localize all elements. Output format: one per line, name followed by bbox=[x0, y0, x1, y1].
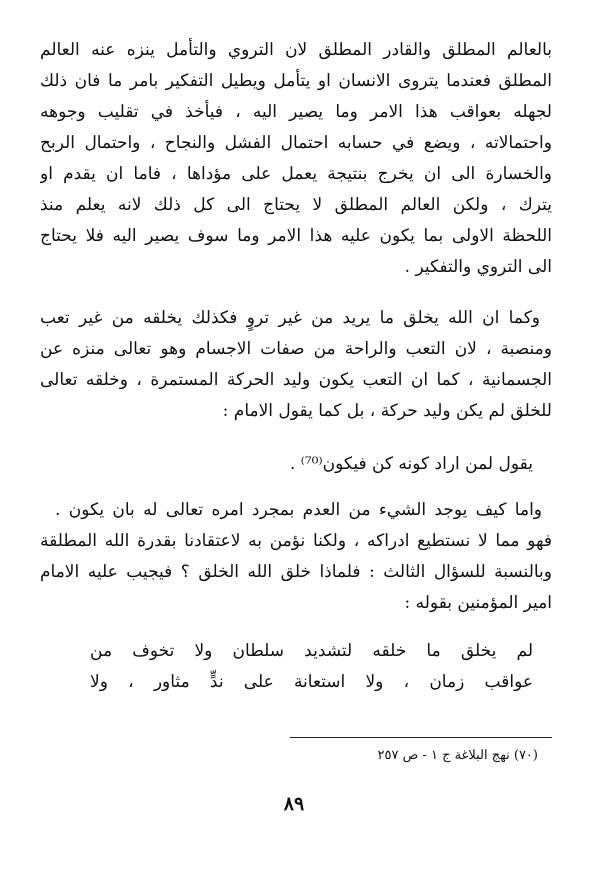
paragraph-1-line-3: لجهله بعواقب هذا الامر وما يصير اليه ، فيأخذ في تقليب وجوهه bbox=[40, 102, 552, 122]
paragraph-3-line-1: واما كيف يوجد الشيء من العدم بمجرد امره تعالى له بان يكون . bbox=[55, 500, 542, 520]
paragraph-3-line-3: وبالنسبة للسؤال الثالث : فلماذا خلق الله الخلق ؟ فيجيب عليه الامام bbox=[40, 562, 552, 582]
quote-2-line-1: لم يخلق ما خلقه لتشديد سلطان ولا تخوف من bbox=[90, 641, 533, 661]
paragraph-1-line-1: بالعالم المطلق والقادر المطلق لان التروي والتأمل ينزه عنه العالم bbox=[40, 40, 552, 60]
page-number: ٨٩ bbox=[283, 793, 305, 815]
paragraph-2-line-4: للخلق لم يكن وليد حركة ، بل كما يقول الامام : bbox=[222, 401, 552, 421]
paragraph-1-line-4: واحتمالاته ، ويضع في حسابه احتمال الفشل والنجاح ، واحتمال الربح bbox=[40, 133, 552, 153]
footnote-divider bbox=[290, 737, 552, 738]
footnote: (٧٠) نهج البلاغة ج ١ - ص ٢٥٧ bbox=[377, 748, 538, 763]
quote-1-line-1: يقول لمن اراد كونه كن فيكون⁽⁷⁰⁾ . bbox=[289, 454, 533, 474]
paragraph-1-line-5: والخسارة الى ان يخرج بنتيجة يعمل على مؤداها ، فاما ان يقدم او bbox=[40, 164, 552, 184]
paragraph-2-line-1: وكما ان الله يخلق ما يريد من غير تروٍ فكذلك يخلقه من غير تعب bbox=[40, 308, 540, 328]
paragraph-1-line-8: الى التروي والتفكير . bbox=[404, 257, 552, 277]
quote-2-line-2: عواقب زمان ، ولا استعانة على ندٍّ مثاور ، ولا bbox=[90, 672, 533, 692]
paragraph-2-line-2: ومنصبة ، لان التعب والراحة من صفات الاجسام وهو تعالى منزه عن bbox=[40, 339, 552, 359]
paragraph-1-line-2: المطلق فعندما يتروى الانسان او يتأمل ويطيل التفكير بامر ما فان ذلك bbox=[40, 71, 552, 91]
paragraph-2-line-3: الجسمانية ، كما ان التعب يكون وليد الحركة المستمرة ، وخلقه تعالى bbox=[40, 370, 552, 390]
paragraph-1-line-7: اللحظة الاولى بما يكون عليه هذا الامر وما سوف يصير اليه فلا يحتاج bbox=[40, 226, 552, 246]
paragraph-3-line-4: امير المؤمنين بقوله : bbox=[404, 593, 552, 613]
paragraph-1-line-6: يترك ، ولكن العالم المطلق لا يحتاج الى كل ذلك لانه يعلم منذ bbox=[40, 195, 552, 215]
paragraph-3-line-2: فهو مما لا نستطيع ادراكه ، ولكنا نؤمن به لاعتقادنا بقدرة الله المطلقة bbox=[40, 531, 552, 551]
